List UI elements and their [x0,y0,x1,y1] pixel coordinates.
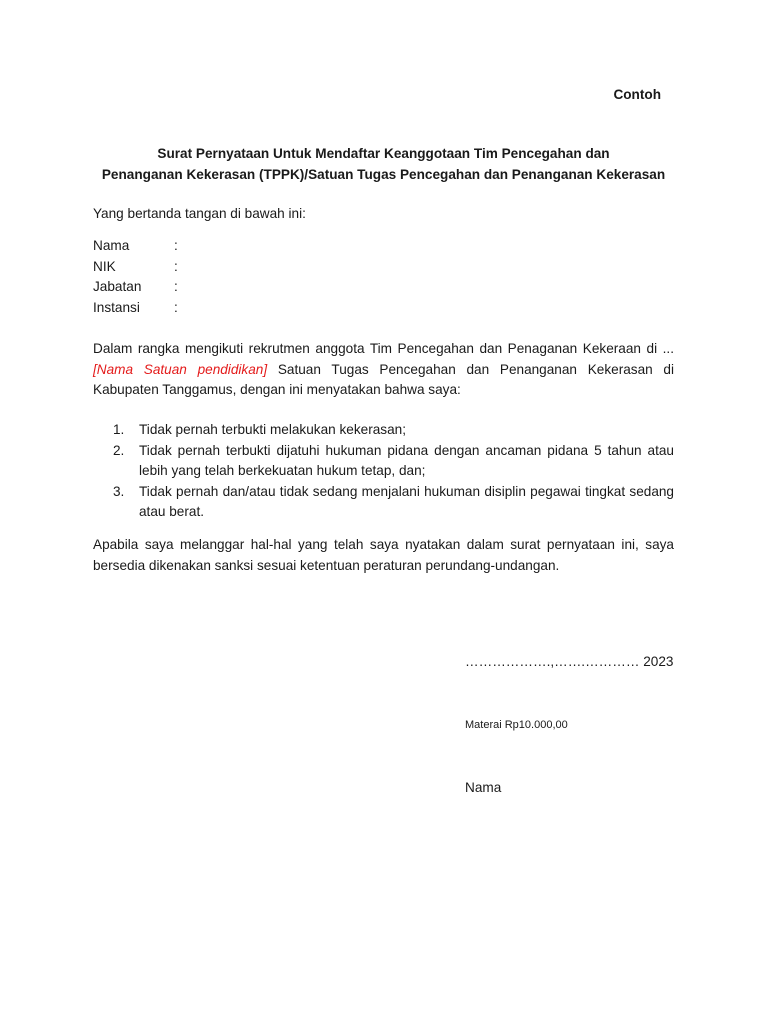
field-colon: : [174,299,178,315]
list-text: Tidak pernah terbukti dijatuhi hukuman pidana dengan ancaman pidana 5 tahun atau lebih yang telah berkekuatan hukum tetap, dan; [139,442,674,478]
list-number: 1. [113,422,125,437]
list-item [93,420,674,441]
recruitment-paragraph [93,339,674,401]
field-colon: : [174,279,178,294]
field-row-jabatan [93,277,184,298]
list-text: Tidak pernah dan/atau tidak sedang menjalani hukuman disiplin pegawai tingkat sedang atau berat. [139,483,674,519]
signatory-name: Nama [465,780,502,795]
list-item [93,482,674,523]
field-label: Instansi [93,299,140,315]
field-label: NIK [93,258,116,274]
field-label: Jabatan [93,279,142,294]
stamp-duty-label: Materai Rp10.000,00 [465,719,568,731]
list-item [93,441,674,482]
title-line-1: Surat Pernyataan Untuk Mendaftar Keanggotaan Tim Pencegahan dan [157,146,610,161]
field-row-nama [93,236,184,257]
title-line-2: Penanganan Kekerasan (TPPK)/Satuan Tugas Pencegahan dan Penanganan Kekerasan [101,166,666,182]
document-title [93,144,674,185]
list-text: Tidak pernah terbukti melakukan kekerasan; [139,422,406,437]
list-number: 3. [113,483,125,499]
signature-date: ……………….,…….………… 2023 [465,654,674,669]
field-label: Nama [93,238,130,253]
field-colon: : [174,258,178,274]
field-row-instansi [93,298,184,319]
sample-label: Contoh [613,87,661,102]
field-row-nik [93,257,184,278]
list-number: 2. [113,442,125,458]
intro-text: Yang bertanda tangan di bawah ini: [93,206,306,221]
school-name-placeholder: [Nama Satuan pendidikan] [93,361,268,377]
field-colon: : [174,238,178,253]
paragraph-text: Dalam rangka mengikuti rekrutmen anggota Tim Pencegahan dan Penaganan Kekeraan di ... [93,341,674,356]
identity-fields [93,236,184,318]
sanction-paragraph: Apabila saya melanggar hal-hal yang telah saya nyatakan dalam surat pernyataan ini, saya bersedia dikenakan sanksi sesuai ketentuan peraturan perundang-undangan. [93,537,674,573]
statement-list [93,420,674,523]
paragraph-text: Satuan Tugas Pencegahan dan Penanganan Kekerasan di Kabupaten Tanggamus, dengan ini menyatakan bahwa saya: [93,361,675,397]
